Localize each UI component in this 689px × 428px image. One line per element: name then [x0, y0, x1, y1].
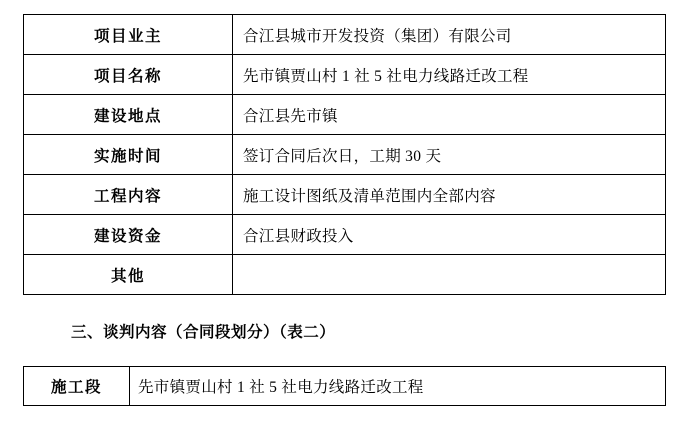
row-value: 先市镇贾山村 1 社 5 社电力线路迁改工程 [243, 67, 529, 85]
row-value-cell [130, 367, 666, 406]
table-row [24, 95, 666, 135]
row-value: 合江县财政投入 [243, 227, 354, 245]
row-label: 施工段 [50, 379, 102, 396]
table-row [24, 135, 666, 175]
row-label-cell [24, 15, 233, 55]
row-label-cell [24, 55, 233, 95]
row-label-cell [24, 175, 233, 215]
row-value-cell [233, 15, 666, 55]
row-label: 建设资金 [93, 227, 162, 245]
row-value: 合江县城市开发投资（集团）有限公司 [243, 27, 512, 45]
table-row [24, 367, 666, 406]
row-value-cell [233, 255, 666, 295]
row-label: 项目名称 [93, 67, 162, 85]
row-value: 施工设计图纸及清单范围内全部内容 [243, 187, 496, 205]
row-label: 建设地点 [93, 107, 162, 125]
table-row [24, 15, 666, 55]
row-label: 其他 [110, 267, 145, 285]
row-value: 签订合同后次日，工期 30 天 [243, 147, 442, 165]
row-value: 先市镇贾山村 1 社 5 社电力线路迁改工程 [138, 379, 424, 396]
section-heading: 三、谈判内容（合同段划分）（表二） [71, 324, 336, 341]
construction-section-table [23, 366, 666, 406]
row-label: 实施时间 [93, 147, 162, 165]
row-label-cell [24, 255, 233, 295]
table-row [24, 215, 666, 255]
row-label-cell [24, 215, 233, 255]
row-value-cell [233, 215, 666, 255]
table-row [24, 175, 666, 215]
table-row [24, 55, 666, 95]
row-value-cell [233, 55, 666, 95]
row-value: 合江县先市镇 [243, 107, 338, 125]
row-label-cell [24, 135, 233, 175]
row-label: 工程内容 [93, 187, 162, 205]
project-info-table [23, 14, 666, 295]
row-value-cell [233, 135, 666, 175]
table-row [24, 255, 666, 295]
row-label-cell [24, 95, 233, 135]
row-label: 项目业主 [93, 27, 162, 45]
row-value-cell [233, 95, 666, 135]
row-value-cell [233, 175, 666, 215]
row-label-cell [24, 367, 130, 406]
